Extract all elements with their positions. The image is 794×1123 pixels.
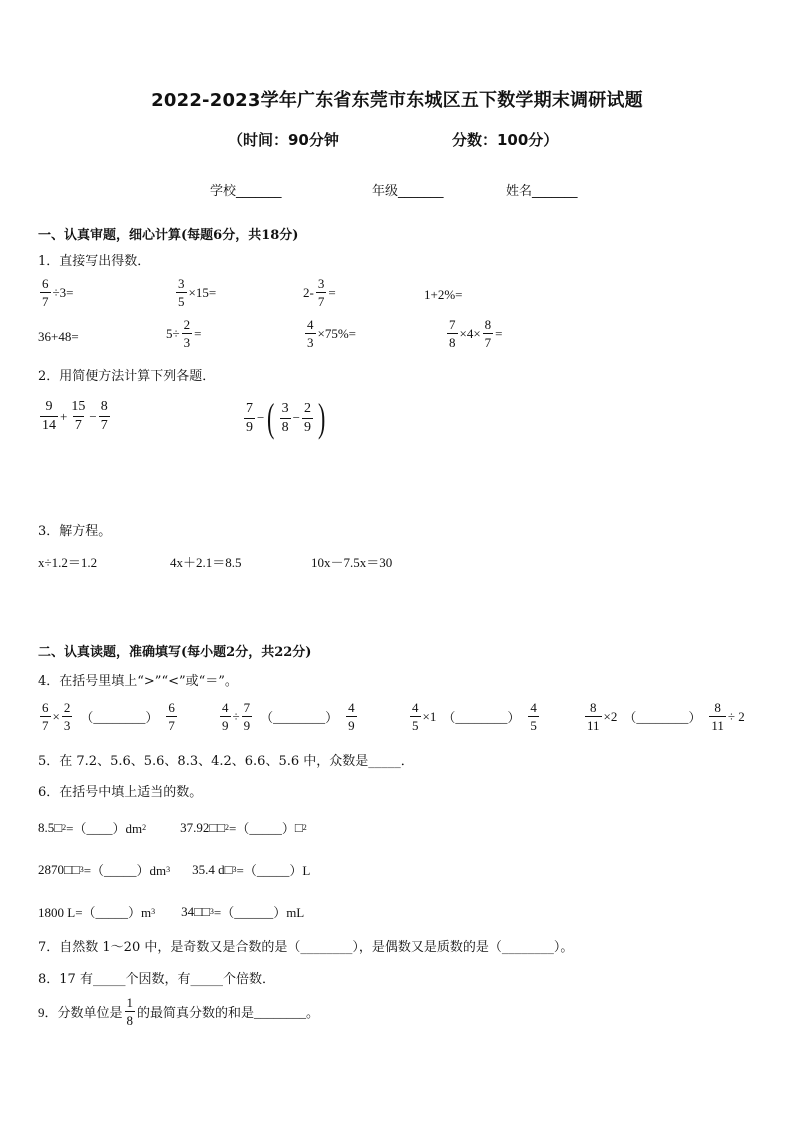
- q3-prompt: 3．解方程。: [38, 524, 112, 539]
- q2-expr-2: $\frac{7}{9}$ − ( $\frac{3}{8}$ − $\frac{2}{9}$ ): [246, 395, 326, 440]
- fraction: $\frac{4}{5}$: [530, 700, 537, 733]
- grade-field: 年级_______: [372, 184, 444, 199]
- q1-item-7: $\frac{4}{3}$ ×75%=: [307, 317, 356, 350]
- left-paren: (: [267, 395, 275, 440]
- q6-prompt: 6．在括号中填上适当的数。: [38, 785, 203, 800]
- fraction: $\frac{7}{9}$: [246, 400, 253, 435]
- fraction: $\frac{4}{3}$: [307, 317, 314, 350]
- fraction: $\frac{7}{8}$: [449, 317, 456, 350]
- fraction: $\frac{3}{8}$: [281, 400, 289, 435]
- fraction: $\frac{6}{7}$: [168, 700, 175, 733]
- name-field: 姓名_______: [506, 184, 578, 199]
- q8-text: 8．17 有_____个因数，有_____个倍数．: [38, 972, 275, 987]
- q1-item-1: $\frac{6}{7}$ ÷3=: [42, 276, 74, 309]
- fraction: $\frac{8}{7}$: [484, 317, 492, 350]
- fraction: $\frac{15}{7}$: [71, 399, 86, 433]
- answer-blank[interactable]: （________）: [623, 710, 702, 725]
- q3-eq-2: 4x＋2.1＝8.5: [170, 555, 242, 570]
- q9-text: 9．分数单位是 $\frac{1}{8}$ 的最简真分数的和是________。: [38, 995, 320, 1028]
- q1-item-5: 36+48=: [38, 329, 79, 344]
- q4-item-4: $\frac{8}{11}$ ×2 （________） $\frac{8}{11}$ ÷ 2: [587, 700, 745, 733]
- school-field: 学校_______: [210, 184, 282, 199]
- q4-prompt: 4．在括号里填上“>”“<”或“＝”。: [38, 674, 238, 689]
- q4-item-2: $\frac{4}{9}$ ÷ $\frac{7}{9}$ （________） $\frac{4}{9}$: [222, 700, 355, 733]
- fraction: $\frac{8}{11}$: [711, 700, 724, 733]
- q4-item-3: $\frac{4}{5}$ ×1 （________） $\frac{4}{5}$: [412, 700, 537, 733]
- fraction: $\frac{8}{7}$: [100, 399, 108, 433]
- q2-prompt: 2．用简便方法计算下列各题．: [38, 369, 216, 384]
- fraction: $\frac{4}{9}$: [348, 700, 355, 733]
- q6-row-1: 8.5 □ 2 =（____）dm 2 37.92 □□ 2 =（_____） □ 2: [38, 819, 307, 836]
- section-1-heading: 一、认真审题，细心计算(每题6分，共18分): [38, 228, 299, 243]
- fraction: $\frac{3}{7}$: [317, 276, 325, 309]
- q6-row-2: 2870 □□ 3 =（_____）dm 3 35.4 d □ 3 =（_____）L: [38, 861, 311, 878]
- exam-score: 分数：100分）: [452, 131, 559, 149]
- q1-item-8: $\frac{7}{8}$ ×4× $\frac{8}{7}$ =: [449, 317, 503, 350]
- fraction: $\frac{8}{11}$: [587, 700, 600, 733]
- exam-time: （时间：90分钟: [228, 131, 339, 149]
- answer-blank[interactable]: （________）: [80, 710, 159, 725]
- section-2-heading: 二、认真读题，准确填写(每小题2分，共22分): [38, 645, 312, 660]
- q4-item-1: $\frac{6}{7}$ × $\frac{2}{3}$ （________） $\frac{6}{7}$: [42, 700, 175, 733]
- fraction: $\frac{1}{8}$: [126, 995, 134, 1028]
- fraction: $\frac{7}{9}$: [243, 700, 251, 733]
- fraction: $\frac{6}{7}$: [42, 276, 49, 309]
- fraction: $\frac{6}{7}$: [42, 700, 49, 733]
- right-paren: ): [318, 395, 326, 440]
- q3-eq-3: 10x－7.5x＝30: [311, 555, 393, 570]
- answer-blank[interactable]: （________）: [442, 710, 521, 725]
- q2-expr-1: $\frac{9}{14}$ + $\frac{15}{7}$ − $\frac{8}{7}$: [42, 399, 108, 433]
- q1-item-3: 2- $\frac{3}{7}$ =: [303, 276, 336, 309]
- q3-eq-1: x÷1.2＝1.2: [38, 555, 98, 570]
- fraction: $\frac{2}{9}$: [304, 400, 312, 435]
- q1-prompt: 1．直接写出得数．: [38, 254, 151, 269]
- fraction: $\frac{4}{9}$: [222, 700, 229, 733]
- fraction: $\frac{3}{5}$: [178, 276, 185, 309]
- fraction: $\frac{2}{3}$: [63, 700, 71, 733]
- q6-row-3: 1800 L=（_____）m 3 34 □□ 3 =（______）mL: [38, 903, 305, 920]
- page-title: 2022-2023学年广东省东莞市东城区五下数学期末调研试题: [151, 90, 643, 111]
- fraction: $\frac{2}{3}$: [183, 317, 191, 350]
- q7-text: 7．自然数 1～20 中，是奇数又是合数的是（________），是偶数又是质数的是（________）。: [38, 940, 574, 955]
- fraction: $\frac{4}{5}$: [412, 700, 419, 733]
- answer-blank[interactable]: （________）: [260, 710, 339, 725]
- q1-item-2: $\frac{3}{5}$ ×15=: [178, 276, 217, 309]
- q1-item-6: 5÷ $\frac{2}{3}$ =: [166, 317, 202, 350]
- q5-text: 5．在 7.2、5.6、5.6、8.3、4.2、6.6、5.6 中，众数是_____．: [38, 754, 414, 769]
- q1-item-4: 1+2%=: [424, 287, 463, 302]
- fraction: $\frac{9}{14}$: [42, 399, 56, 433]
